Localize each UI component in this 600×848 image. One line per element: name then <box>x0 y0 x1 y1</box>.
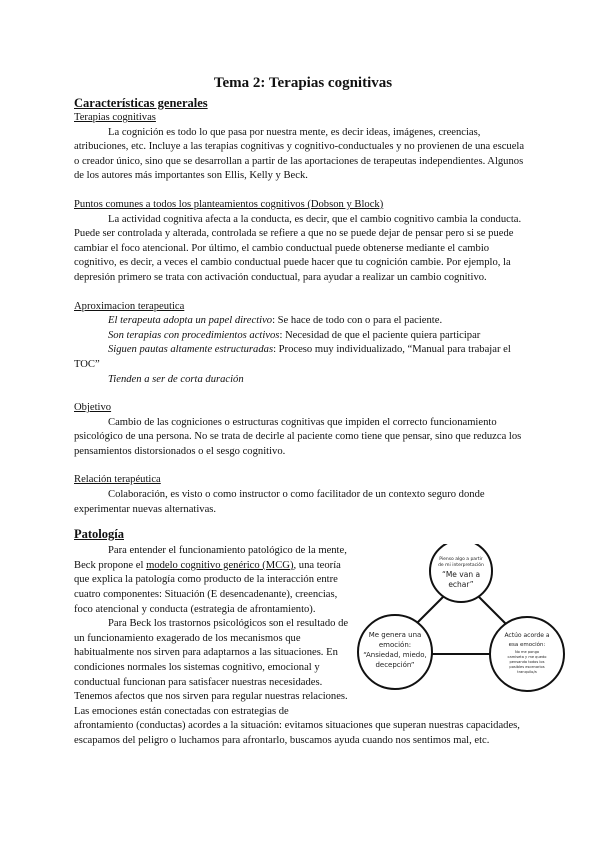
list-item <box>74 314 532 329</box>
paragraph-patologia-beck: Para Beck los trastornos psicológicos son el resultado de un funcionamiento exagerado de los mecanismos que habitualmente nos sirven para adaptarnos a las situaciones. En condiciones normales los sistemas cognitivo, emocional y conductual funcionan para satisfacer nuestras necesidades. Tenemos afectos que nos sirven para regular nuestras relaciones. Las emociones están conectadas con estrategias de afrontamiento (conductas) acordes a la situación: evitamos situaciones que superan nuestras capacidades, escapamos del peligro o luchamos para afrontarlo, buscamos ayuda cuando nos sentimos mal, etc. <box>74 618 520 746</box>
paragraph-puntos-comunes: La actividad cognitiva afecta a la conducta, es decir, que el cambio cognitivo cambia la conducta. Puede ser controlada y alterada, controlada se refiere a que no se puede dejar de pensar pero si se puede cambiar el foco atencional. Por último, el cambio conductual puede obtenerse mediante el cambio cognitivo, es decir, a veces el cambio conductual puede hacer que tu cognición cambie. Por ejemplo, la depresión primero se trata con activación conductual, para ayudar a realizar un cambio cognitivo. <box>74 213 522 283</box>
item-text: : Se hace de todo con o para el paciente. <box>272 315 443 327</box>
text: , una teoría que explica la patología como producto de la interacción entre cuatro componentes: Situación (E desencadenante), creencias, foco atencional y conducta (estrategia de afrontamiento). <box>74 559 341 615</box>
paragraph-objetivo: Cambio de las cogniciones o estructuras cognitivas que impiden el correcto funcionamiento psicológico de una persona. No se trata de decirle al paciente como tiene que pensar, sino que reduzca los pensamientos distorsionados o el sesgo cognitivo. <box>74 416 522 457</box>
diagram-connector <box>416 596 444 624</box>
diagram-text: No me pongo <box>514 650 540 655</box>
diagram-text: “Ansiedad, miedo, <box>363 651 427 660</box>
item-term: Son terapias con procedimientos activos <box>108 329 280 341</box>
page-title: Tema 2: Terapias cognitivas <box>213 75 393 91</box>
diagram-text: pensando todos los <box>509 660 545 665</box>
list-item <box>74 343 532 372</box>
diagram-text: camiseta y me quedo <box>507 655 547 660</box>
diagram-text: de mi interpretación <box>438 563 484 569</box>
subtitle-puntos-comunes: Puntos comunes a todos los planteamientos cognitivos (Dobson y Block) <box>74 198 384 210</box>
item-text: : Proceso muy individualizado, “Manual para trabajar el TOC” <box>74 344 511 370</box>
circle-action <box>490 617 564 691</box>
item-term: Tienden a ser de corta duración <box>108 373 244 385</box>
diagram-text: Me genera una <box>368 631 422 640</box>
diagram-connector <box>478 596 506 624</box>
paragraph-relacion: Colaboración, es visto o como instructor o como facilitador de un contexto seguro donde experimentar nuevas alternativas. <box>74 489 485 515</box>
paragraph-terapias: La cognición es todo lo que pasa por nuestra mente, es decir ideas, imágenes, creencias, atribuciones, etc. Incluye a las terapias cognitivas y cognitivo-conductuales y no provienen de una escuela o creador único, sino que se desarrollan a partir de las aportaciones de terapeutas independientes. Algunos de los autores más importantes son Ellis, Kelly y Beck. <box>74 126 525 182</box>
subtitle-aproximacion: Aproximacion terapeutica <box>74 300 185 312</box>
diagram-text: echar” <box>448 580 474 590</box>
diagram-text: posibles escenarios <box>509 665 545 670</box>
mcg-diagram <box>356 544 566 709</box>
text: Para entender el funcionamiento patológico de la mente, Beck propone el <box>74 545 347 571</box>
subtitle-terapias: Terapias cognitivas <box>74 112 156 123</box>
item-text: : Necesidad de que el paciente quiera participar <box>279 329 481 341</box>
item-term: Siguen pautas altamente estructuradas <box>108 344 274 356</box>
diagram-text: “Me van a <box>441 570 481 580</box>
list-item <box>74 373 532 388</box>
diagram-text: Actúo acorde a <box>504 632 550 640</box>
item-term: El terapeuta adopta un papel directivo <box>108 315 273 327</box>
list-item <box>74 329 532 344</box>
section-heading-caracteristicas: Características generales <box>74 96 208 110</box>
diagram-text: esa emoción: <box>508 642 546 649</box>
subtitle-objetivo: Objetivo <box>74 402 112 414</box>
diagram-text: Pienso algo a partir <box>439 557 483 563</box>
mcg-term: modelo cognitivo genérico (MCG) <box>146 559 294 571</box>
diagram-text: decepción” <box>375 661 415 670</box>
subtitle-relacion: Relación terapéutica <box>74 474 161 486</box>
diagram-text: tranquilo/a <box>517 670 537 675</box>
section-heading-patologia: Patología <box>74 527 124 542</box>
document-page <box>74 74 550 749</box>
diagram-text: emoción: <box>378 641 412 650</box>
